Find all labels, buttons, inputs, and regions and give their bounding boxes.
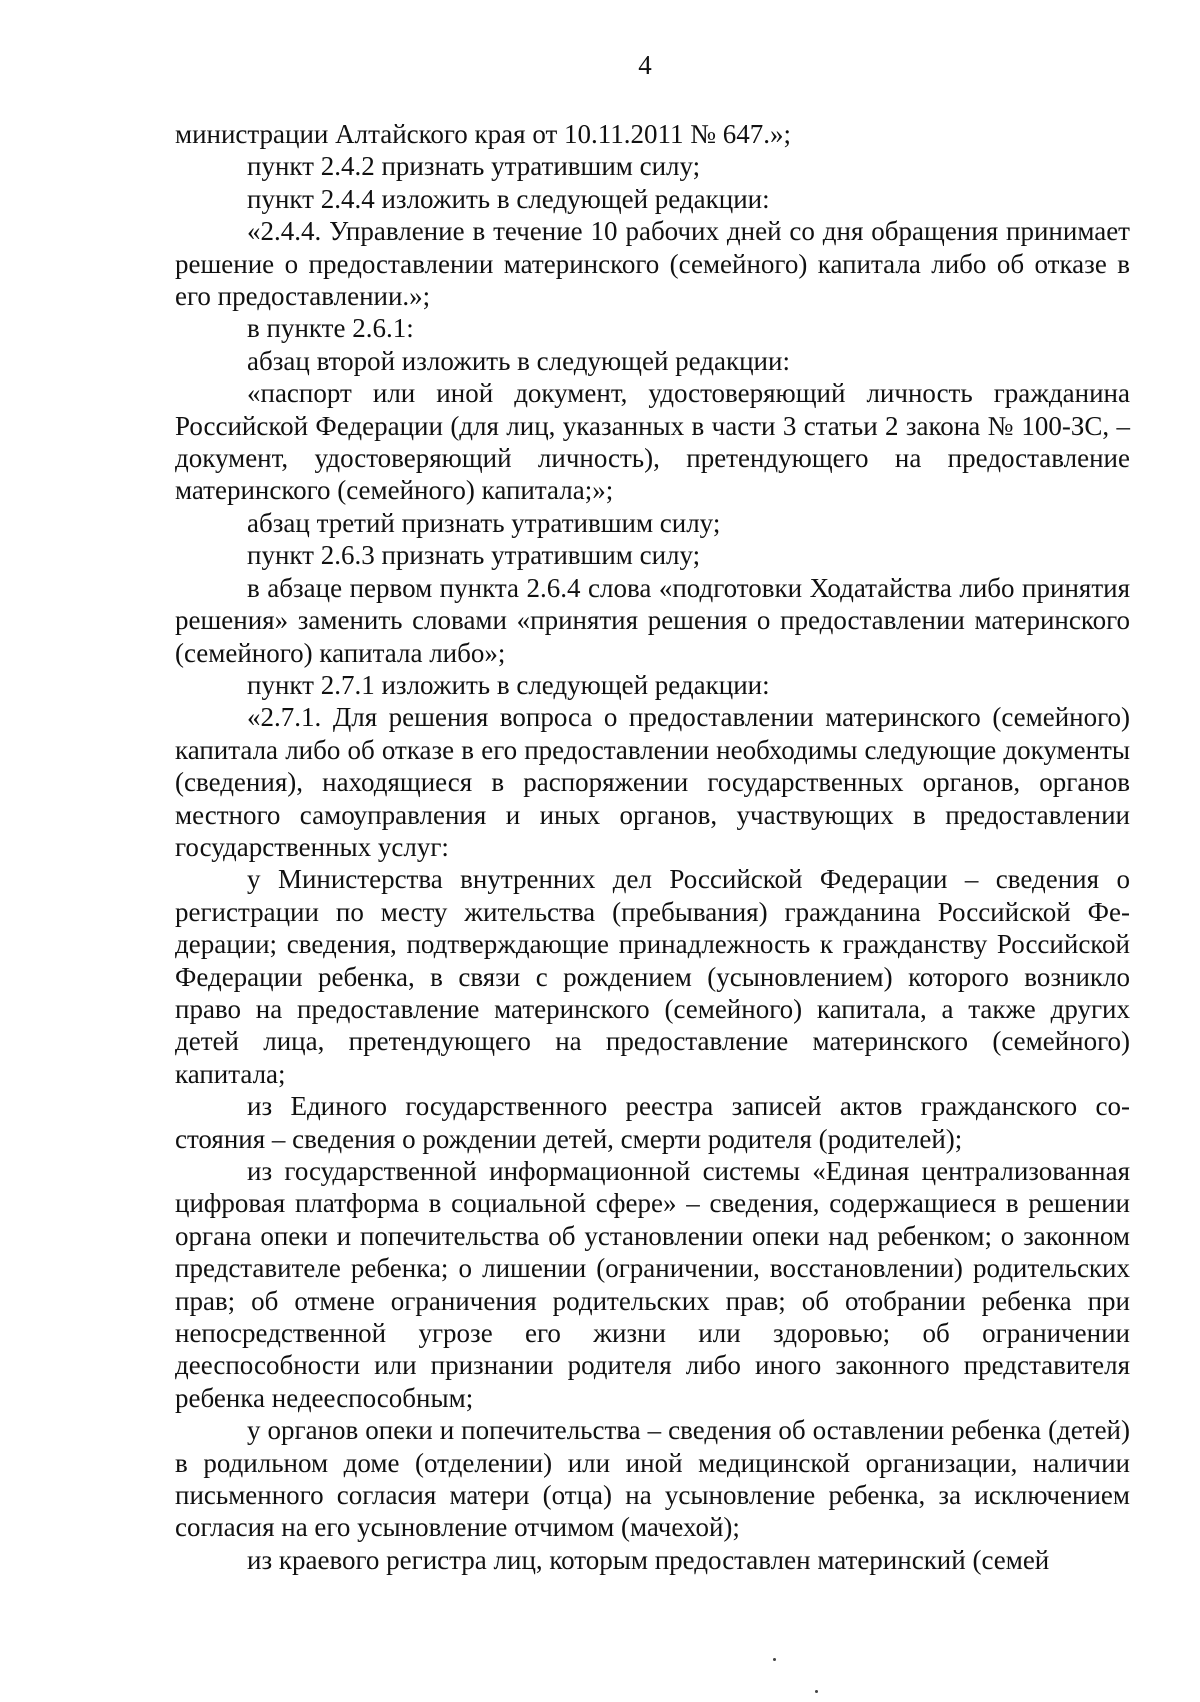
paragraph: пункт 2.7.1 изложить в следующей редакции: xyxy=(247,669,770,700)
paragraph: в абзаце первом пункта 2.6.4 слова «подготовки Ходатайства либо принятия решения» заменить словами «принятия решения о предоставлении материнского (семейного) капитала либо»; xyxy=(175,572,1130,668)
scan-speck xyxy=(815,1690,818,1693)
paragraph: из Единого государственного реестра записей актов гражданского состояния – сведения о рождении детей, смерти родителя (родителей); xyxy=(175,1091,1130,1154)
paragraph: министрации Алтайского края от 10.11.2011 № 647.»; xyxy=(175,119,792,149)
paragraph: пункт 2.4.2 признать утратившим силу; xyxy=(247,151,701,182)
paragraph: пункт 2.4.4 изложить в следующей редакции: xyxy=(247,183,770,214)
paragraph: «2.7.1. Для решения вопроса о предоставлении материнского (семейного) капитала либо об отказе в его предоставлении необходимы следующие документы (сведения), находящиеся в распоряжении государственных органов, органов местного самоуправления и иных органов, участвующих в предоставлении государственных услуг: xyxy=(175,702,1130,862)
document-body xyxy=(175,118,1130,1576)
paragraph: у органов опеки и попечительства – сведения об оставлении ребенка (детей) в родильном доме (отделении) или иной медицинской организации, наличии письменного согласия матери (отца) на усыновление ребенка, за исключением согласия на его усыновление отчимом (мачехой); xyxy=(175,1415,1130,1543)
paragraph: из государственной информационной системы «Единая централизованная цифровая платформа в социальной сфере» – сведения, содержащиеся в решении органа опеки и попечительства об установлении опеки над ребенком; о законном представителе ребенка; о лишении (ограничении, восстановлении) родительских прав; об отмене ограничения родительских прав; об отобрании ребенка при непосредственной угрозе его жизни или здоровью; об ограничении дееспособности или признании родителя либо иного законного представителя ребенка недееспособным; xyxy=(175,1156,1130,1413)
page-number: 4 xyxy=(638,50,652,80)
paragraph: у Министерства внутренних дел Российской Федерации – сведения о регистрации по месту жительства (пребывания) гражданина Российской Федерации; сведения, подтверждающие принадлежность к гражданству Российской Федерации ребенка, в связи с рождением (усыновлением) которого возникло право на предоставление материнского (семейного) капитала, а также других детей лица, претендующего на предоставление материнского (семейного) капитала; xyxy=(175,864,1130,1089)
paragraph: абзац второй изложить в следующей редакции: xyxy=(247,345,790,376)
paragraph: в пункте 2.6.1: xyxy=(247,313,414,344)
paragraph: из краевого регистра лиц, которым предоставлен материнский (семей xyxy=(247,1544,1050,1575)
scan-speck xyxy=(773,1658,776,1661)
paragraph: «паспорт или иной документ, удостоверяющий личность гражданина Российской Федерации (для лиц, указанных в части 3 статьи 2 закона № 100-ЗС, – документ, удостоверяющий личность), претендующего на предоставление материнского (семейного) капитала;»; xyxy=(175,378,1130,506)
paragraph: абзац третий признать утратившим силу; xyxy=(247,507,721,538)
paragraph: пункт 2.6.3 признать утратившим силу; xyxy=(247,540,701,571)
paragraph: «2.4.4. Управление в течение 10 рабочих дней со дня обращения принимает решение о предоставлении материнского (семейного) капитала либо об отказе в его предоставлении.»; xyxy=(175,216,1130,312)
